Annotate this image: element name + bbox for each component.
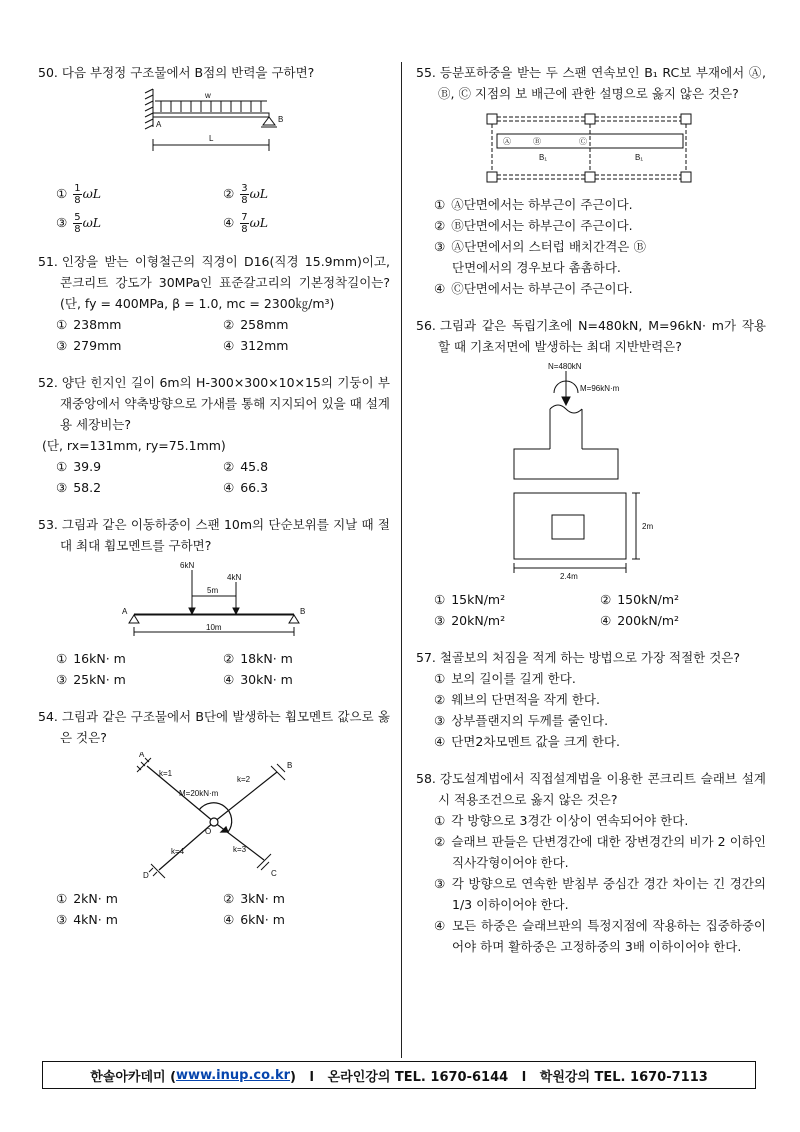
option-3[interactable]: ③ $\frac{5}{8}$ ωL [56,212,102,235]
option-2[interactable]: ② 웨브의 단면적을 작게 한다. [434,692,600,707]
support-b-label: B [300,607,306,616]
option-2[interactable]: ② 150kN/m² [600,592,680,607]
isolated-footing-diagram [506,361,676,583]
footer-bar: 한솔아카데미 ( www.inup.co.kr ) l 온라인강의 TEL. 1670-6144 l 학원강의 TEL. 1670-7113 [42,1061,756,1089]
options [416,668,766,752]
option-4[interactable]: ④ 모든 하중은 슬래브판의 특정지점에 작용하는 집중하중이어야 하며 활하중은 고정하중의 3배 이하이어야 한다. [434,918,766,954]
point-b-label: Ⓑ [533,137,541,146]
column-divider [401,62,402,1058]
options [38,314,390,356]
option-3[interactable]: ③ 25kN· m [56,672,126,687]
option-1[interactable]: ① 15kN/m² [434,592,506,607]
question-53: 53. 그림과 같은 이동하중이 스팬 10m의 단순보위를 지날 때 절대 최대 휨모멘트를 구하면? 6kN 4kN 5m 10m A B ① 16kN· m ② 18kN· m ③ 25kN· m ④ 30kN· m [38,514,390,690]
point-c-label: Ⓒ [579,137,587,146]
span-label: 10m [206,623,222,632]
option-2[interactable]: ② 258mm [223,317,289,332]
question-55: 55. 등분포하중을 받는 두 스팬 연속보인 B₁ RC보 부재에서 Ⓐ, Ⓑ, Ⓒ 지점의 보 배근에 관한 설명으로 옳지 않은 것은? Ⓐ Ⓑ Ⓒ B₁ B₁ ① Ⓐ단면에서는 하부근이 주근이다. ② Ⓑ단면에서는 하부근이 주근이다. ③ Ⓐ단면에서의 스터럽 배치간격은 Ⓑ단면에서의 경우보다 촘촘하다. ④ Ⓒ단면에서는 하부근이 주근이다. [416,62,766,299]
width-label: 2.4m [560,572,578,581]
option-4[interactable]: ④ $\frac{7}{8}$ ωL [223,212,269,235]
option-3[interactable]: ③ 20kN/m² [434,613,506,628]
question-51: 51. 인장을 받는 이형철근의 직경이 D16(직경 15.9mm)이고, 콘크리트 강도가 30MPa인 표준갈고리의 기본정착길이는? (단, fy = 400MPa, β = 1.0, mc = 2300㎏/m³) ① 238mm ② 258mm ③ 279mm ④ 312mm [38,251,390,356]
load-6kn-label: 6kN [180,561,195,570]
option-2[interactable]: ② Ⓑ단면에서는 하부근이 주근이다. [434,218,633,233]
options [38,456,390,498]
question-stem: 50. 다음 부정정 구조물에서 B점의 반력을 구하면? [38,65,315,80]
option-3[interactable]: ③ 각 방향으로 연속한 받침부 중심간 경간 차이는 긴 경간의 1/3 이하이어야 한다. [434,876,766,912]
left-column [38,62,390,946]
option-1[interactable]: ① 238mm [56,317,122,332]
option-4[interactable]: ④ 312mm [223,338,289,353]
option-1[interactable]: ① 39.9 [56,459,102,474]
option-1[interactable]: ① 2kN· m [56,891,118,906]
option-1[interactable]: ① $\frac{1}{8}$ ωL [56,183,102,206]
node-b-label: B [287,761,293,770]
frame-moment-diagram [129,752,299,882]
fixed-beam-diagram [139,87,289,177]
moment-label: M=96kN·m [580,384,620,393]
option-3[interactable]: ③ 상부플랜지의 두께를 줄인다. [434,713,609,728]
node-o-label: O [205,827,212,836]
options [38,888,390,930]
axial-load-label: N=480kN [548,362,582,371]
option-4[interactable]: ④ 30kN· m [223,672,293,687]
support-a-label: A [156,120,162,129]
option-3[interactable]: ③ 279mm [56,338,122,353]
website-link[interactable]: www.inup.co.kr [176,1067,291,1083]
stiffness-k1: k=1 [159,769,173,778]
option-4[interactable]: ④ Ⓒ단면에서는 하부근이 주근이다. [434,281,633,296]
load-4kn-label: 4kN [227,573,242,582]
moment-label: M=20kN·m [179,789,219,798]
option-1[interactable]: ① 각 방향으로 3경간 이상이 연속되어야 한다. [434,813,689,828]
stiffness-k3: k=3 [233,845,247,854]
option-4[interactable]: ④ 6kN· m [223,912,285,927]
question-note: (단, rx=131mm, ry=75.1mm) [42,438,226,453]
question-50 [38,62,390,235]
option-2[interactable]: ② 18kN· m [223,651,293,666]
option-1[interactable]: ① 보의 길이를 길게 한다. [434,671,576,686]
node-a-label: A [139,752,145,759]
node-d-label: D [143,871,149,880]
option-1[interactable]: ① Ⓐ단면에서는 하부근이 주근이다. [434,197,633,212]
load-label: w [205,91,211,100]
question-56: 56. 그림과 같은 독립기초에 N=480kN, M=96kN· m가 작용할 때 기초저면에 발생하는 최대 지반반력은? N=480kN M=96kN·m 2m 2.4m ① 15kN/m² ② 150kN/m² ③ 20kN/m² ④ 200kN/m² [416,315,766,631]
options [416,810,766,957]
question-57: 57. 철골보의 처짐을 적게 하는 방법으로 가장 적절한 것은? ① 보의 길이를 길게 한다. ② 웨브의 단면적을 작게 한다. ③ 상부플랜지의 두께를 줄인다. ④ 단면2차모멘트 값을 크게 한다. [416,647,766,752]
option-4[interactable]: ④ 200kN/m² [600,613,680,628]
point-a-label: Ⓐ [503,137,511,146]
continuous-beam-plan [481,108,701,188]
options [38,183,390,235]
stiffness-k4: k=4 [171,847,185,856]
moving-load-diagram [114,560,314,642]
option-4[interactable]: ④ 단면2차모멘트 값을 크게 한다. [434,734,620,749]
option-2[interactable]: ② $\frac{3}{8}$ ωL [223,183,269,206]
option-3[interactable]: ③ 58.2 [56,480,102,495]
options [416,589,766,631]
length-label: L [209,134,214,143]
option-3[interactable]: ③ Ⓐ단면에서의 스터럽 배치간격은 Ⓑ단면에서의 경우보다 촘촘하다. [434,239,646,275]
option-4[interactable]: ④ 66.3 [223,480,269,495]
option-2[interactable]: ② 슬래브 판들은 단변경간에 대한 장변경간의 비가 2 이하인 직사각형이어야 한다. [434,834,766,870]
option-2[interactable]: ② 45.8 [223,459,269,474]
span-1-label: B₁ [539,153,548,162]
stiffness-k2: k=2 [237,775,251,784]
support-b-label: B [278,115,284,124]
height-label: 2m [642,522,654,531]
question-54: 54. 그림과 같은 구조물에서 B단에 발생하는 휨모멘트 값으로 옳은 것은? A B C D O k=1 k=2 k=3 k=4 M=20kN·m ① 2kN· m ② 3kN· m ③ 4kN· m ④ 6kN· m [38,706,390,930]
support-a-label: A [122,607,128,616]
question-58: 58. 강도설계법에서 직접설계법을 이용한 콘크리트 슬래브 설계 시 적용조건으로 옳지 않은 것은? ① 각 방향으로 3경간 이상이 연속되어야 한다. ② 슬래브 판들은 단변경간에 대한 장변경간의 비가 2 이하인 직사각형이어야 한다. ③ 각 방향으로 연속한 받침부 중심간 경간 차이는 긴 경간의 1/3 이하이어야 한다. ④ 모든 하중은 슬래브판의 특정지점에 작용하는 집중하중이어야 하며 활하중은 고정하중의 3배 이하이어야 한다. [416,768,766,957]
node-c-label: C [271,869,277,878]
option-2[interactable]: ② 3kN· m [223,891,285,906]
option-1[interactable]: ① 16kN· m [56,651,126,666]
options [416,194,766,299]
options [38,648,390,690]
question-52: 52. 양단 힌지인 길이 6m의 H-300×300×10×15의 기둥이 부재중앙에서 약축방향으로 가새를 통해 지지되어 있을 때 설계용 세장비는? (단, rx=131mm, ry=75.1mm) ① 39.9 ② 45.8 ③ 58.2 ④ 66.3 [38,372,390,498]
spacing-label: 5m [207,586,219,595]
option-3[interactable]: ③ 4kN· m [56,912,118,927]
span-2-label: B₁ [635,153,644,162]
right-column [416,62,766,973]
